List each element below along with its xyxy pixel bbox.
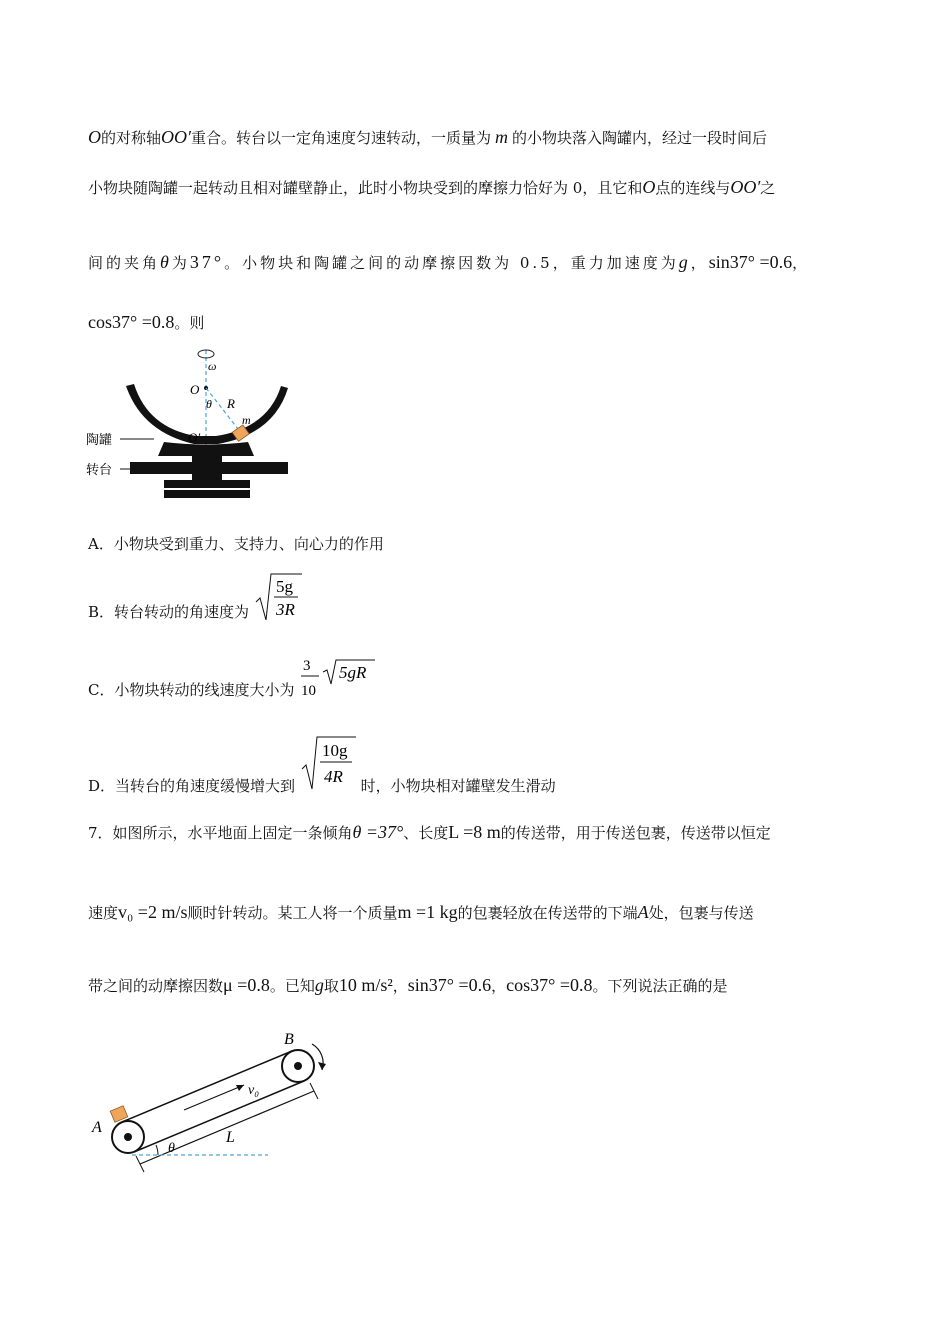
svg-text:A: A bbox=[92, 1119, 102, 1136]
svg-text:ω: ω bbox=[208, 359, 217, 373]
pot-turntable-figure bbox=[84, 342, 294, 502]
svg-text:O: O bbox=[190, 382, 200, 397]
frac-sqrt-c bbox=[299, 652, 375, 706]
svg-text:θ: θ bbox=[206, 397, 212, 411]
pot-bowl bbox=[126, 384, 288, 444]
sqrt-d bbox=[300, 735, 356, 795]
option-b[interactable]: B．转台转动的角速度为 5g 3R bbox=[88, 572, 302, 626]
p6-line-3: 间的夹角θ为37°。小物块和陶罐之间的动摩擦因数为 0.5，重力加速度为g，sin37° =0.6， bbox=[88, 252, 811, 272]
radius-line bbox=[206, 388, 242, 434]
svg-text:5gR: 5gR bbox=[339, 663, 367, 682]
svg-text:陶罐: 陶罐 bbox=[86, 432, 113, 447]
p6-line-1: O的对称轴OO′重合。转台以一定角速度匀速转动，一质量为 m 的小物块落入陶罐内，经过一段时间后 bbox=[88, 127, 767, 147]
option-d[interactable]: D．当转台的角速度缓慢增大到 10g 4R 时，小物块相对罐壁发生滑动 bbox=[88, 735, 556, 795]
svg-text:θ: θ bbox=[168, 1141, 175, 1156]
sqrt-b bbox=[254, 572, 302, 626]
p6-line-2: 小物块随陶罐一起转动且相对罐壁静止，此时小物块受到的摩擦力恰好为 0，且它和O点的连线与OO′之 bbox=[88, 177, 776, 197]
svg-text:3: 3 bbox=[303, 658, 311, 674]
option-c[interactable]: C．小物块转动的线速度大小为 3 10 5gR bbox=[88, 652, 375, 706]
p6-line-4: cos37° =0.8。则 bbox=[88, 312, 205, 332]
p7-line-1: 7．如图所示，水平地面上固定一条倾角θ =37°、长度L =8 m的传送带，用于传送包裹，传送带以恒定 bbox=[88, 822, 771, 842]
svg-text:4R: 4R bbox=[323, 767, 343, 786]
p7-line-2: 速度v₀ =2 m/s顺时针转动。某工人将一个质量m =1 kg的包裹轻放在传送带的下端A处，包裹与传送 bbox=[88, 902, 754, 922]
svg-text:L: L bbox=[226, 1129, 235, 1146]
svg-text:B: B bbox=[284, 1031, 294, 1048]
velocity-arrow bbox=[184, 1085, 244, 1110]
option-a[interactable]: A．小物块受到重力、支持力、向心力的作用 bbox=[88, 535, 384, 553]
svg-text:O′: O′ bbox=[188, 430, 201, 445]
svg-text:3R: 3R bbox=[275, 600, 295, 619]
package bbox=[110, 1106, 128, 1123]
svg-text:5g: 5g bbox=[275, 577, 293, 596]
svg-text:转台: 转台 bbox=[86, 462, 113, 477]
svg-text:10g: 10g bbox=[321, 741, 348, 760]
svg-text:10: 10 bbox=[301, 683, 317, 699]
conveyor-figure bbox=[86, 1022, 356, 1187]
p7-line-3: 带之间的动摩擦因数μ =0.8。已知g取10 m/s²，sin37° =0.6，cos37° =0.8。下列说法正确的是 bbox=[88, 975, 728, 995]
svg-text:R: R bbox=[227, 396, 235, 411]
svg-text:v₀: v₀ bbox=[248, 1083, 260, 1098]
svg-text:m: m bbox=[242, 413, 251, 427]
